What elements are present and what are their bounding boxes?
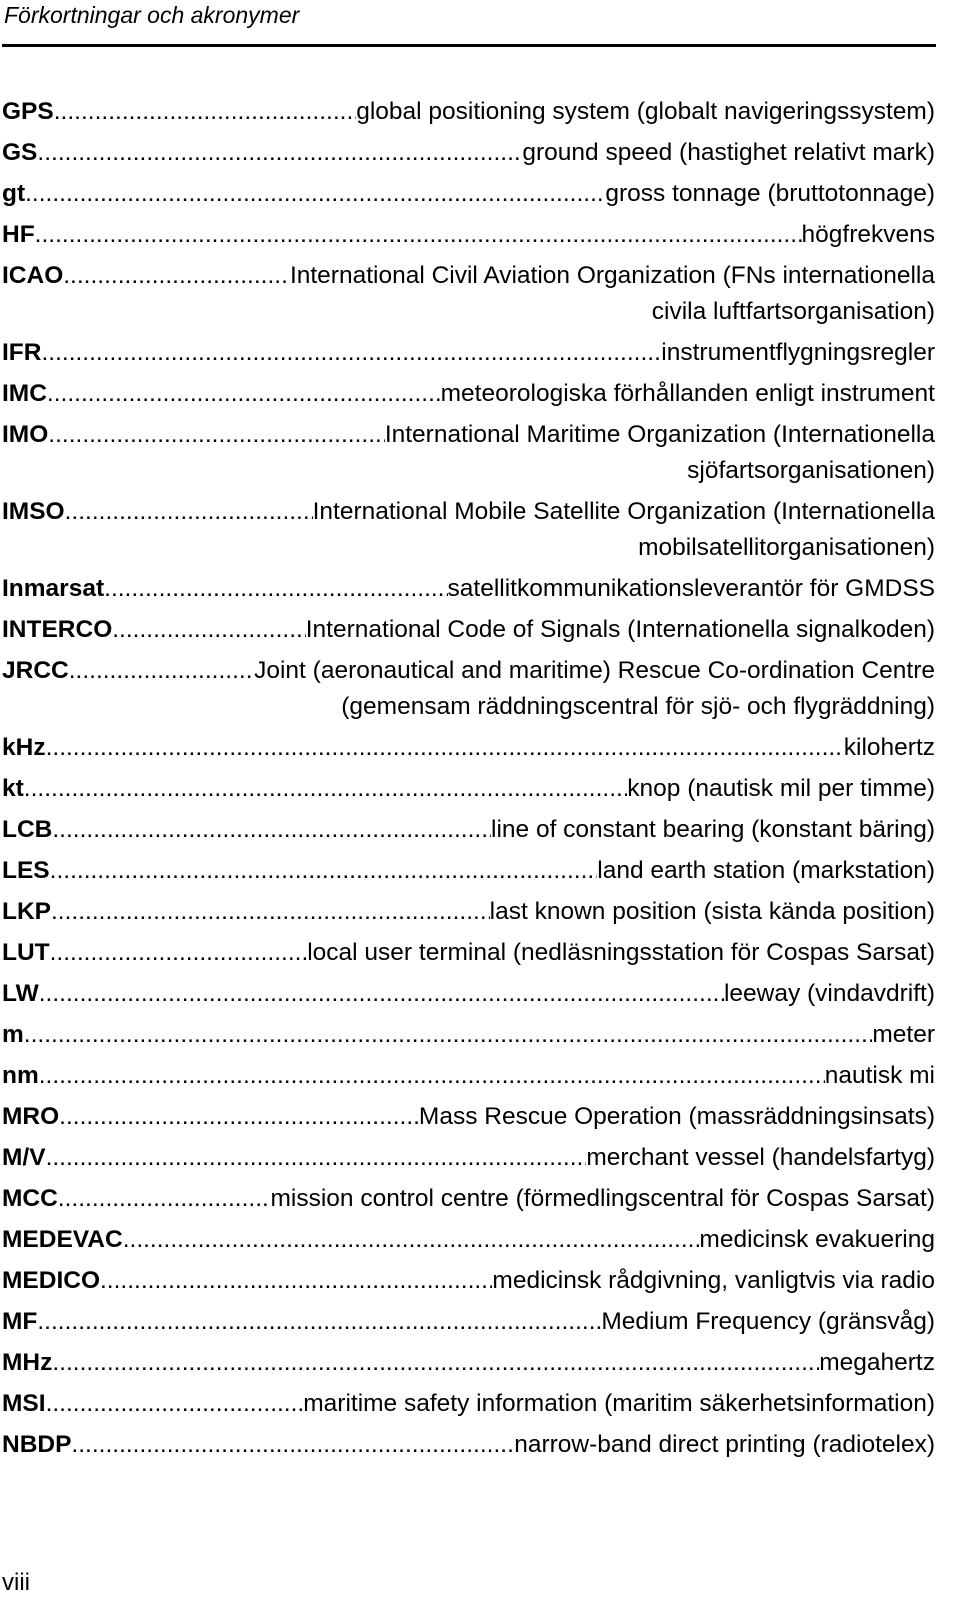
entry-line [2,935,935,971]
dot-leader [65,494,313,530]
entry-line [2,1427,935,1463]
abbreviation: MF [2,1308,38,1335]
page-header [2,0,936,47]
definition: maritime safety information (maritim säkerhetsinformation) [303,1390,935,1417]
definition: last known position (sista kända position) [489,898,935,925]
dot-leader [54,94,356,130]
list-item [2,258,935,330]
definition: leeway (vindavdrift) [723,980,935,1007]
entry-line [2,853,935,889]
list-item [2,894,935,930]
definition: medicinsk evakuering [699,1226,935,1253]
definition-continuation: sjöfartsorganisationen) [687,457,935,484]
dot-leader [51,894,490,930]
definition: knop (nautisk mil per timme) [627,775,935,802]
page-number: viii [2,1569,30,1596]
abbreviation: LKP [2,898,51,925]
dot-leader [39,976,724,1012]
list-item [2,417,935,489]
abbreviation: Inmarsat [2,575,105,602]
abbreviation: LW [2,980,39,1007]
entry-line [2,217,935,253]
entry-line [2,1263,935,1299]
abbreviation: m [2,1021,24,1048]
abbreviation: MEDEVAC [2,1226,123,1253]
entry-line [2,1017,935,1053]
definition: global positioning system (globalt navigeringssystem) [356,98,935,125]
abbreviation-list [2,94,935,1468]
definition: medicinsk rådgivning, vanligtvis via radio [492,1267,935,1294]
list-item [2,1386,935,1422]
entry-line [2,1345,935,1381]
dot-leader [123,1222,700,1258]
definition: International Mobile Satellite Organization (Internationella [312,498,935,525]
dot-leader [58,1181,271,1217]
dot-leader [50,853,598,889]
list-item [2,1181,935,1217]
list-item [2,376,935,412]
list-item [2,812,935,848]
list-item [2,730,935,766]
abbreviation: JRCC [2,657,69,684]
abbreviation: kHz [2,734,46,761]
abbreviation: INTERCO [2,616,113,643]
definition: nautisk mi [824,1062,935,1089]
list-item [2,935,935,971]
abbreviation: MEDICO [2,1267,100,1294]
abbreviation: LES [2,857,50,884]
dot-leader [71,1427,514,1463]
abbreviation: IMSO [2,498,65,525]
entry-line [2,771,935,807]
definition: Medium Frequency (gränsvåg) [601,1308,935,1335]
list-item [2,976,935,1012]
abbreviation: GPS [2,98,54,125]
definition-continuation: civila luftfartsorganisation) [651,298,935,325]
definition-continuation: (gemensam räddningscentral för sjö- och flygräddning) [341,693,935,720]
entry-line [2,894,935,930]
abbreviation: IFR [2,339,42,366]
dot-leader [46,1386,304,1422]
definition: meter [872,1021,935,1048]
definition: megahertz [819,1349,935,1376]
abbreviation: IMC [2,380,47,407]
entry-line [2,1222,935,1258]
list-item [2,335,935,371]
entry-line [2,730,935,766]
list-item [2,612,935,648]
entry-line [2,812,935,848]
abbreviation: MRO [2,1103,60,1130]
abbreviation: gt [2,180,26,207]
entry-line [2,653,935,689]
definition: högfrekvens [801,221,935,248]
definition: narrow-band direct printing (radiotelex) [514,1431,935,1458]
list-item [2,771,935,807]
dot-leader [69,653,254,689]
list-item [2,1140,935,1176]
list-item [2,853,935,889]
entry-line [2,1058,935,1094]
dot-leader [46,730,844,766]
dot-leader [48,417,385,453]
dot-leader [112,612,306,648]
definition: instrumentflygningsregler [661,339,935,366]
entry-line [2,1099,935,1135]
definition: gross tonnage (bruttotonnage) [605,180,935,207]
abbreviation: HF [2,221,35,248]
entry-line [2,571,935,607]
definition: Joint (aeronautical and maritime) Rescue Co-ordination Centre [254,657,935,684]
entry-line [2,1140,935,1176]
definition: ground speed (hastighet relativt mark) [522,139,935,166]
entry-line [2,176,935,212]
entry-line [2,135,935,171]
dot-leader [50,935,308,971]
entry-line [2,94,935,130]
list-item [2,571,935,607]
abbreviation: NBDP [2,1431,72,1458]
definition-continuation: mobilsatellitorganisationen) [638,534,935,561]
abbreviation: IMO [2,421,49,448]
list-item [2,494,935,566]
abbreviation: LCB [2,816,53,843]
definition: International Civil Aviation Organization (FNs internationella [289,262,935,289]
definition: International Code of Signals (Internationella signalkoden) [305,616,935,643]
definition: International Maritime Organization (Internationella [384,421,935,448]
list-item [2,1222,935,1258]
definition: merchant vessel (handelsfartyg) [586,1144,935,1171]
list-item [2,1058,935,1094]
entry-line [2,612,935,648]
definition: meteorologiska förhållanden enligt instrument [440,380,935,407]
abbreviation: M/V [2,1144,46,1171]
entry-line [2,494,935,530]
dot-leader [24,771,628,807]
definition: land earth station (markstation) [597,857,935,884]
dot-leader [24,1017,873,1053]
dot-leader [25,176,605,212]
abbreviation: LUT [2,939,50,966]
dot-leader [47,376,441,412]
definition: satellitkommunikationsleverantör för GMDSS [447,575,935,602]
dot-leader [52,812,491,848]
dot-leader [59,1099,419,1135]
dot-leader [39,1058,825,1094]
abbreviation: kt [2,775,24,802]
entry-line [2,1304,935,1340]
dot-leader [35,217,802,253]
dot-leader [52,1345,819,1381]
list-item [2,217,935,253]
abbreviation: MCC [2,1185,58,1212]
dot-leader [37,1304,601,1340]
definition: line of constant bearing (konstant bäring) [491,816,935,843]
entry-line [2,376,935,412]
list-item [2,135,935,171]
entry-line [2,417,935,453]
abbreviation: MHz [2,1349,53,1376]
dot-leader [100,1263,492,1299]
dot-leader [104,571,447,607]
list-item [2,1345,935,1381]
entry-line [2,1181,935,1217]
dot-leader [41,335,661,371]
list-item [2,1304,935,1340]
list-item [2,176,935,212]
list-item [2,1099,935,1135]
definition: kilohertz [843,734,935,761]
abbreviation: nm [2,1062,39,1089]
entry-line [2,258,935,294]
abbreviation: ICAO [2,262,64,289]
list-item [2,94,935,130]
page-title: Förkortningar och akronymer [4,2,300,28]
list-item [2,1263,935,1299]
definition: mission control centre (förmedlingscentral för Cospas Sarsat) [270,1185,935,1212]
dot-leader [37,135,522,171]
dot-leader [46,1140,587,1176]
list-item [2,653,935,725]
abbreviation: GS [2,139,38,166]
list-item [2,1427,935,1463]
abbreviation: MSI [2,1390,46,1417]
entry-line [2,1386,935,1422]
definition: Mass Rescue Operation (massräddningsinsats) [418,1103,935,1130]
list-item [2,1017,935,1053]
dot-leader [63,258,290,294]
definition: local user terminal (nedläsningsstation för Cospas Sarsat) [307,939,935,966]
entry-line [2,335,935,371]
entry-line [2,976,935,1012]
